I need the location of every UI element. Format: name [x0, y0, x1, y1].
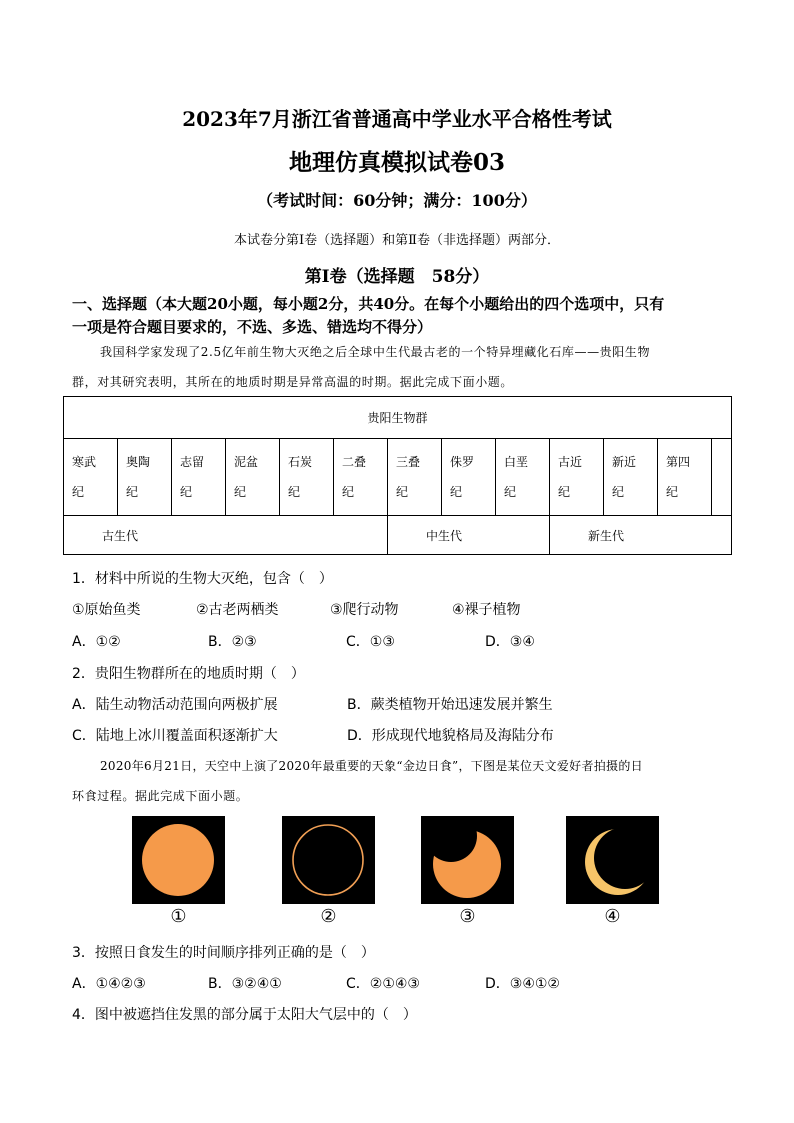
- period-name: 泥盆: [234, 455, 259, 469]
- passage1-line1: 我国科学家发现了2.5亿年前生物大灭绝之后全球中生代最古老的一个特异埋藏化石库——贵阳生物: [100, 345, 651, 359]
- period-suffix: 纪: [666, 485, 679, 499]
- q2-option-b[interactable]: B．蕨类植物开始迅速发展并繁生: [347, 697, 553, 713]
- period-cell: [226, 439, 280, 516]
- period-cell: [550, 439, 604, 516]
- period-suffix: 纪: [612, 485, 625, 499]
- section-instruction-line2: 一项是符合题目要求的，不选、多选、错选均不得分）: [72, 318, 433, 336]
- period-name: 二叠: [342, 455, 367, 469]
- eclipse-photo-4: [566, 816, 659, 904]
- q1-item: ③爬行动物: [330, 602, 399, 618]
- eclipse-photo-1: [132, 816, 225, 904]
- exam-time-score: （考试时间：60分钟；满分：100分）: [257, 191, 537, 210]
- period-suffix: 纪: [504, 485, 517, 499]
- q2-option-c[interactable]: C．陆地上冰川覆盖面积逐渐扩大: [72, 728, 278, 744]
- q2-option-d[interactable]: D．形成现代地貌格局及海陆分布: [347, 728, 554, 744]
- period-cell: [604, 439, 658, 516]
- paper-intro: 本试卷分第Ⅰ卷（选择题）和第Ⅱ卷（非选择题）两部分．: [234, 233, 560, 248]
- period-suffix: 纪: [126, 485, 139, 499]
- period-suffix: 纪: [72, 485, 85, 499]
- q4-stem: 4．图中被遮挡住发黑的部分属于太阳大气层中的（ ）: [72, 1007, 417, 1023]
- q3-stem: 3．按照日食发生的时间顺序排列正确的是（ ）: [72, 945, 375, 961]
- period-name: 新近: [612, 455, 637, 469]
- period-name: 寒武: [72, 455, 97, 469]
- q1-option-b[interactable]: B．②③: [208, 634, 257, 650]
- period-cell: [496, 439, 550, 516]
- q3-option-d[interactable]: D．③④①②: [485, 976, 560, 992]
- q1-option-a[interactable]: A．①②: [72, 634, 121, 650]
- eclipse-partial-middle-icon: [421, 816, 514, 904]
- era-cell-mesozoic: [388, 516, 550, 555]
- photo-label-4: ④: [604, 906, 621, 927]
- biota-label: 贵阳生物群: [367, 411, 428, 425]
- photo-label-1: ①: [170, 906, 187, 927]
- period-suffix: 纪: [234, 485, 247, 499]
- paper-title: 地理仿真模拟试卷03: [288, 149, 505, 176]
- period-cell: [442, 439, 496, 516]
- era-cell-paleozoic: [64, 516, 388, 555]
- era-name: 古生代: [102, 528, 139, 543]
- q2-stem: 2．贵阳生物群所在的地质时期（ ）: [72, 666, 305, 682]
- period-suffix: 纪: [396, 485, 409, 499]
- q1-item: ②古老两栖类: [196, 602, 279, 618]
- period-name: 古近: [558, 455, 583, 469]
- period-suffix: 纪: [342, 485, 355, 499]
- period-cell: [64, 439, 118, 516]
- exam-title: 2023年7月浙江省普通高中学业水平合格性考试: [182, 107, 612, 131]
- period-name: 白垩: [504, 455, 529, 469]
- geologic-time-table: [63, 396, 732, 555]
- period-cell: [172, 439, 226, 516]
- period-suffix: 纪: [180, 485, 193, 499]
- period-suffix: 纪: [288, 485, 301, 499]
- era-name: 中生代: [426, 528, 463, 543]
- eclipse-partial-start-icon: [132, 816, 225, 904]
- empty-period-cell: [712, 439, 732, 516]
- era-cell-cenozoic: [550, 516, 732, 555]
- period-name: 第四: [666, 455, 691, 469]
- q2-option-a[interactable]: A．陆生动物活动范围向两极扩展: [72, 697, 278, 713]
- period-name: 侏罗: [450, 455, 475, 469]
- section-title: 第Ⅰ卷（选择题 58分）: [304, 267, 490, 287]
- section-instruction-line1: 一、选择题（本大题20小题，每小题2分，共40分。在每个小题给出的四个选项中，只有: [72, 295, 665, 313]
- period-cell: [658, 439, 712, 516]
- q3-option-c[interactable]: C．②①④③: [346, 976, 420, 992]
- biota-header-cell: [64, 397, 732, 439]
- period-cell: [118, 439, 172, 516]
- period-name: 三叠: [396, 455, 421, 469]
- q3-option-b[interactable]: B．③②④①: [208, 976, 282, 992]
- passage2-line1: 2020年6月21日，天空中上演了2020年最重要的天象“金边日食”，下图是某位天文爱好者拍摄的日: [100, 759, 643, 773]
- q1-option-c[interactable]: C．①③: [346, 634, 395, 650]
- eclipse-photo-2: [282, 816, 375, 904]
- period-cell: [388, 439, 442, 516]
- photo-label-2: ②: [320, 906, 337, 927]
- period-name: 志留: [180, 455, 205, 469]
- q1-option-d[interactable]: D．③④: [485, 634, 535, 650]
- eclipse-crescent-icon: [566, 816, 659, 904]
- q1-stem: 1．材料中所说的生物大灭绝，包含（ ）: [72, 571, 333, 587]
- passage2-line2: 环食过程。据此完成下面小题。: [72, 789, 249, 803]
- photo-label-3: ③: [459, 906, 476, 927]
- passage1-line2: 群，对其研究表明，其所在的地质时期是异常高温的时期。据此完成下面小题。: [72, 375, 514, 389]
- period-suffix: 纪: [450, 485, 463, 499]
- eclipse-photo-3: [421, 816, 514, 904]
- period-cell: [280, 439, 334, 516]
- period-name: 石炭: [288, 455, 313, 469]
- eclipse-annular-ring-icon: [282, 816, 375, 904]
- q1-item: ④裸子植物: [452, 602, 521, 618]
- period-suffix: 纪: [558, 485, 571, 499]
- q1-item: ①原始鱼类: [72, 602, 141, 618]
- era-name: 新生代: [588, 528, 625, 543]
- period-name: 奥陶: [126, 455, 151, 469]
- q3-option-a[interactable]: A．①④②③: [72, 976, 146, 992]
- period-cell: [334, 439, 388, 516]
